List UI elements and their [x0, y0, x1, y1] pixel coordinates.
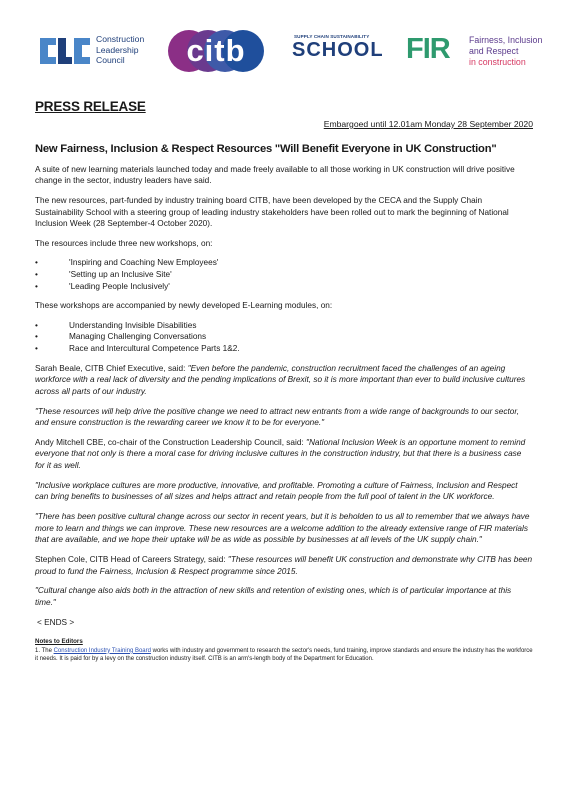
quote-continued — [35, 585, 533, 609]
note-item — [35, 647, 533, 663]
list-item: • Understanding Invisible Disabilities — [35, 320, 533, 332]
fir-line-3: in construction — [469, 56, 526, 67]
school-logo — [292, 28, 384, 74]
quote-andy-mitchell — [35, 437, 533, 472]
quote-text: "National Inclusion Week is an opportune moment to remind everyone that not only is there a moral case for driving inclusive cultures in the construction industry, but that there is a business case for it as well. — [35, 437, 526, 471]
quote-continued — [35, 511, 533, 546]
quote-continued — [35, 480, 533, 504]
clc-line-3: Council — [96, 55, 125, 65]
quote-text: "Even before the pandemic, construction recruitment faced the challenges of an ageing workforce with a real lack of diversity and the pending implications of Brexit, so it is more important than ever to build inclusive cultures across all parts of our industry. — [35, 363, 526, 397]
paragraph-modules-intro: These workshops are accompanied by newly developed E-Learning modules, on: — [35, 301, 333, 311]
note-prefix: 1. The — [35, 647, 54, 654]
quote-text: "These resources will help drive the positive change we need to attract new entrants from a wide range of backgrounds to our sector, and ensure construction is the rewarding career we know it to be for everyone." — [35, 406, 519, 428]
notes-heading: Notes to Editors — [35, 637, 83, 645]
quote-sarah-beale — [35, 363, 533, 398]
embargo-notice: Embargoed until 12.01am Monday 28 September 2020 — [323, 119, 533, 129]
fir-line-1: Fairness, Inclusion — [469, 35, 543, 45]
page-heading: PRESS RELEASE — [35, 99, 146, 114]
fir-logo-text — [469, 35, 542, 67]
quote-speaker: Stephen Cole, CITB Head of Careers Strategy, said: — [35, 554, 228, 564]
citb-link[interactable]: Construction Industry Training Board — [53, 647, 151, 654]
ends-marker: < ENDS > — [37, 617, 75, 627]
quote-speaker: Andy Mitchell CBE, co-chair of the Construction Leadership Council, said: — [35, 437, 307, 447]
clc-line-1: Construction — [96, 34, 145, 44]
logo-bar — [38, 28, 550, 74]
clc-line-2: Leadership — [96, 44, 139, 55]
quote-text: "Inclusive workplace cultures are more productive, innovative, and profitable. Promoting a culture of Fairness, Inclusion and Respect can bring benefits to businesses of all sizes and helps attract and retain people from the full pool of talent in the UK workforce. — [35, 480, 518, 502]
quote-stephen-cole — [35, 554, 533, 578]
modules-list — [35, 320, 533, 355]
school-tagline: SUPPLY CHAIN SUSTAINABILITY — [294, 34, 370, 39]
note-text: works with industry and government to research the sector's needs, fund training, improve standards and ensure the industry has the workforce it needs. It is paid for by a levy on the construction industry itself. CITB is an arm's-length body of the Department for Education. — [35, 647, 533, 662]
workshops-list — [35, 257, 533, 292]
paragraph-workshops-intro: The resources include three new workshops, on: — [35, 238, 213, 248]
citb-logo-mark-icon — [167, 28, 265, 74]
list-item: • Managing Challenging Conversations — [35, 331, 533, 343]
fir-line-2: and Respect — [469, 45, 519, 56]
press-release-body — [35, 98, 533, 663]
citb-logo — [167, 28, 265, 74]
fir-logo-mark: FIR — [406, 33, 450, 65]
fir-logo — [406, 28, 552, 74]
quote-text: "Cultural change also aids both in the attraction of new skills and retention of existing ones, which is of particular importance at this time." — [35, 586, 512, 607]
list-item: • 'Inspiring and Coaching New Employees' — [35, 257, 533, 269]
quote-continued — [35, 406, 533, 430]
citb-logo-text: citb — [186, 33, 246, 68]
quote-speaker: Sarah Beale, CITB Chief Executive, said: — [35, 363, 188, 373]
quote-text: "There has been positive cultural change across our sector in recent years, but it is beholden to us all to remember that we always have more to learn and things we can improve. These new resources are a welcome addition to the already extensive range of FIR materials that are available, and we hope their uptake will be as wide as possible by businesses at all levels of the UK supply chain." — [35, 511, 530, 545]
paragraph-intro: A suite of new learning materials launched today and made freely available to all those working in UK construction will drive positive change in the sector, industry leaders have said. — [35, 164, 515, 186]
paragraph-resources: The new resources, part-funded by industry training board CITB, have been developed by the CECA and the Supply Chain Sustainability School with a steering group of leading industry stakeholders have been rolled out to mark the beginning of National Inclusion Week (28 September-4 October 2020). — [35, 195, 509, 229]
clc-logo-text — [96, 34, 144, 66]
clc-logo — [38, 28, 158, 74]
list-item: • 'Leading People Inclusively' — [35, 281, 533, 293]
release-title: New Fairness, Inclusion & Respect Resources "Will Benefit Everyone in UK Construction" — [35, 143, 497, 155]
school-logo-text: SCHOOL — [292, 39, 384, 61]
list-item: • 'Setting up an Inclusive Site' — [35, 269, 533, 281]
clc-logo-mark-icon — [38, 28, 94, 74]
quote-text: "These resources will benefit UK construction and demonstrate why CITB has been proud to fund the Fairness, Inclusion & Respect programme since 2015. — [35, 554, 533, 576]
list-item: • Race and Intercultural Competence Parts 1&2. — [35, 343, 533, 355]
